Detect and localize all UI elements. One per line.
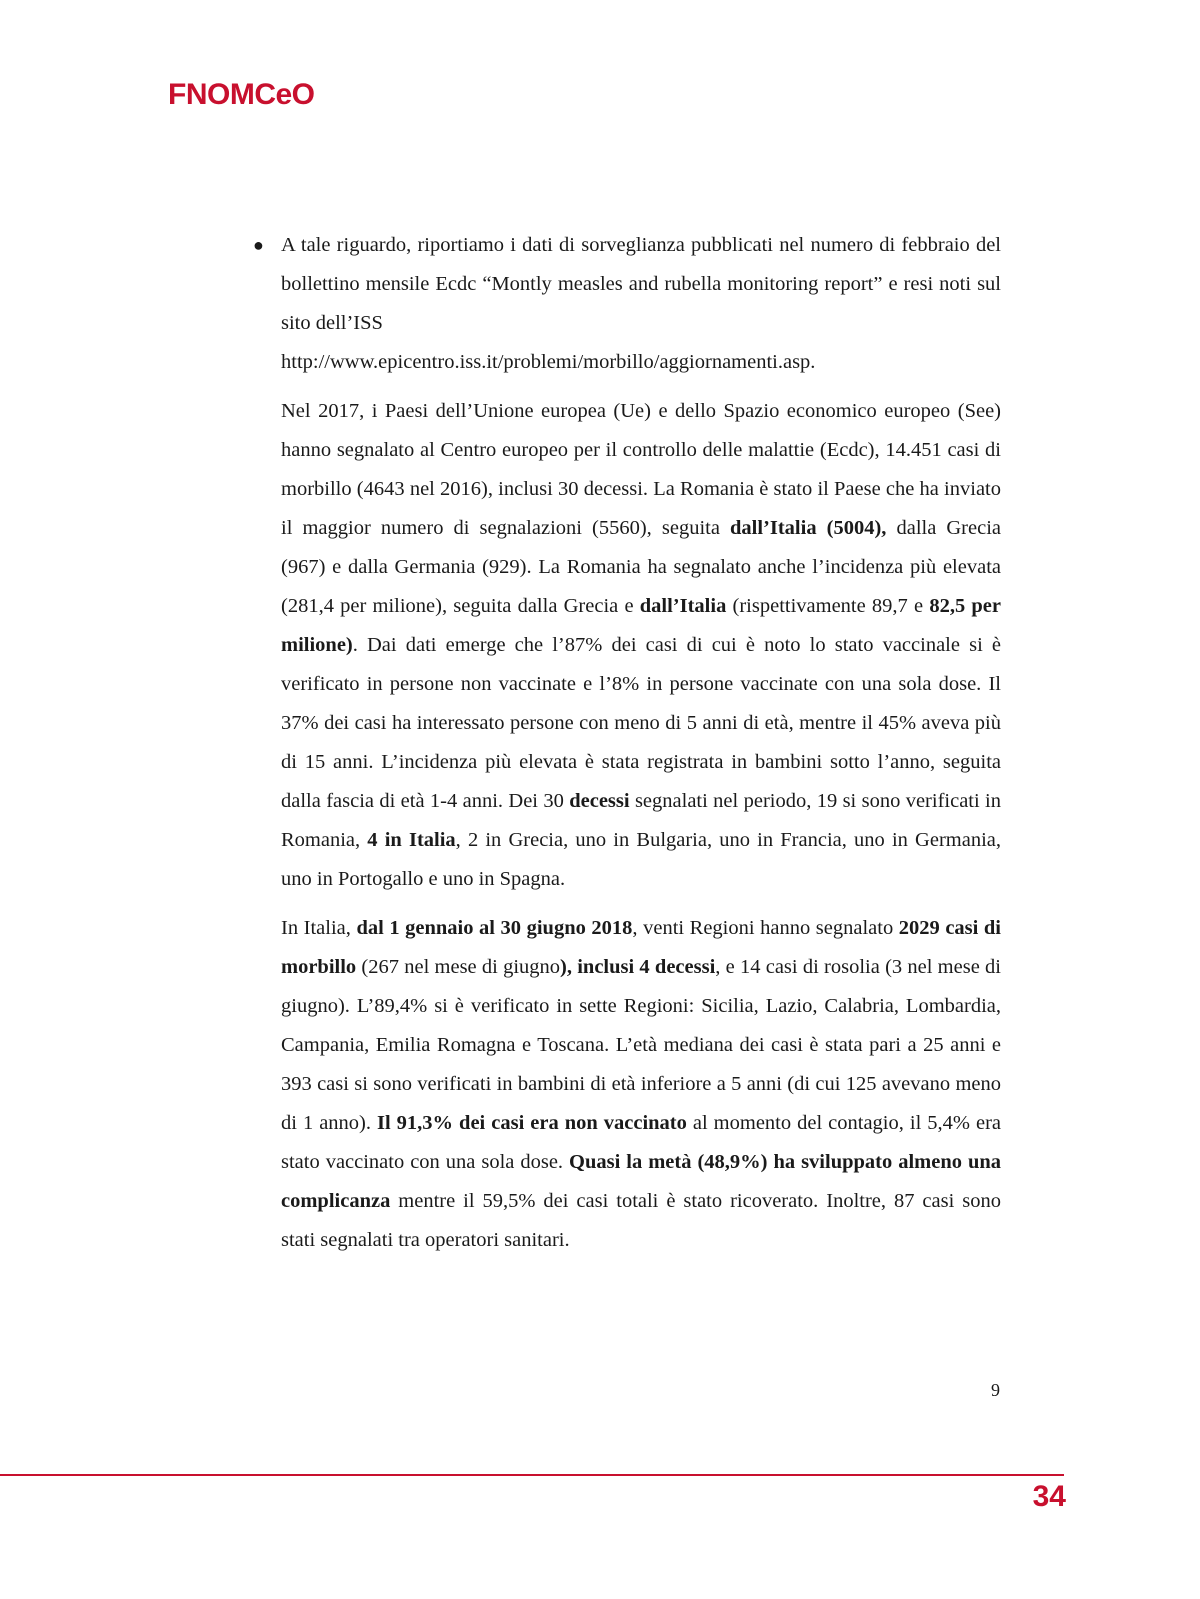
bold-run: Quasi la metà (48,9%) ha sviluppato almeno una complicanza xyxy=(281,1151,1001,1212)
bold-run: 2029 casi di morbillo xyxy=(281,917,1001,978)
bold-run: dal 1 gennaio al 30 giugno 2018 xyxy=(356,917,633,939)
document-body xyxy=(253,226,1001,1270)
bullet-text: A tale riguardo, riportiamo i dati di sorveglianza pubblicati nel numero di febbraio del bollettino mensile Ecdc “Montly measles and rubella monitoring report” e resi noti sul sito dell’ISS xyxy=(281,234,1001,334)
text-run: al momento del contagio, il 5,4% era stato vaccinato con una sola dose. xyxy=(281,1112,1001,1173)
footer-divider xyxy=(0,1474,1064,1476)
text-run: , venti Regioni hanno segnalato xyxy=(632,917,899,939)
bold-run: 4 in Italia xyxy=(367,829,456,851)
epicentro-url: http://www.epicentro.iss.it/problemi/morbillo/aggiornamenti.asp. xyxy=(281,351,816,373)
fnomceo-logo: FNOMCeO xyxy=(168,78,315,111)
text-run: (267 nel mese di giugno xyxy=(356,956,561,978)
text-run: (rispettivamente 89,7 e xyxy=(726,595,930,617)
bold-run: decessi xyxy=(569,790,630,812)
footer-page-number: 34 xyxy=(1032,1480,1066,1513)
paragraph-eu-data xyxy=(281,392,1001,899)
text-run: dalla Grecia (967) e dalla Germania (929). La Romania ha segnalato anche l’incidenza più elevata (281,4 per milione), seguita dalla Grecia e xyxy=(281,517,1001,617)
bold-run: Il 91,3% dei casi era non vaccinato xyxy=(377,1112,687,1134)
text-run: , 2 in Grecia, uno in Bulgaria, uno in Francia, uno in Germania, uno in Portogallo e uno in Spagna. xyxy=(281,829,1001,890)
bold-run: 82,5 per milione) xyxy=(281,595,1001,656)
bold-run: dall’Italia xyxy=(639,595,727,617)
text-run: segnalati nel periodo, 19 si sono verificati in Romania, xyxy=(281,790,1001,851)
text-run: . Dai dati emerge che l’87% dei casi di cui è noto lo stato vaccinale si è verificato in persone non vaccinate e l’8% in persone vaccinate con una sola dose. Il 37% dei casi ha interessato persone con meno di 5 anni di età, mentre il 45% aveva più di 15 anni. L’incidenza più elevata è stata registrata in bambini sotto l’anno, seguita dalla fascia di età 1-4 anni. Dei 30 xyxy=(281,634,1001,812)
text-run: mentre il 59,5% dei casi totali è stato ricoverato. Inoltre, 87 casi sono stati segnalati tra operatori sanitari. xyxy=(281,1190,1001,1251)
bullet-dot-icon: ● xyxy=(253,235,264,255)
page-number: 9 xyxy=(991,1380,1000,1400)
text-run: In Italia, xyxy=(281,917,357,939)
bullet-paragraph xyxy=(253,226,1001,382)
paragraph-italy-data xyxy=(281,909,1001,1260)
bold-run: ), inclusi 4 decessi xyxy=(560,956,716,978)
text-run: Nel 2017, i Paesi dell’Unione europea (Ue) e dello Spazio economico europeo (See) hanno segnalato al Centro europeo per il controllo delle malattie (Ecdc), 14.451 casi di morbillo (4643 nel 2016), inclusi 30 decessi. La Romania è stato il Paese che ha inviato il maggior numero di segnalazioni (5560), seguita xyxy=(281,400,1001,539)
text-run: , e 14 casi di rosolia (3 nel mese di giugno). L’89,4% si è verificato in sette Regioni: Sicilia, Lazio, Calabria, Lombardia, Campania, Emilia Romagna e Toscana. L’età mediana dei casi è stata pari a 25 anni e 393 casi si sono verificati in bambini di età inferiore a 5 anni (di cui 125 avevano meno di 1 anno). xyxy=(281,956,1001,1134)
bold-run: dall’Italia (5004), xyxy=(730,517,887,539)
